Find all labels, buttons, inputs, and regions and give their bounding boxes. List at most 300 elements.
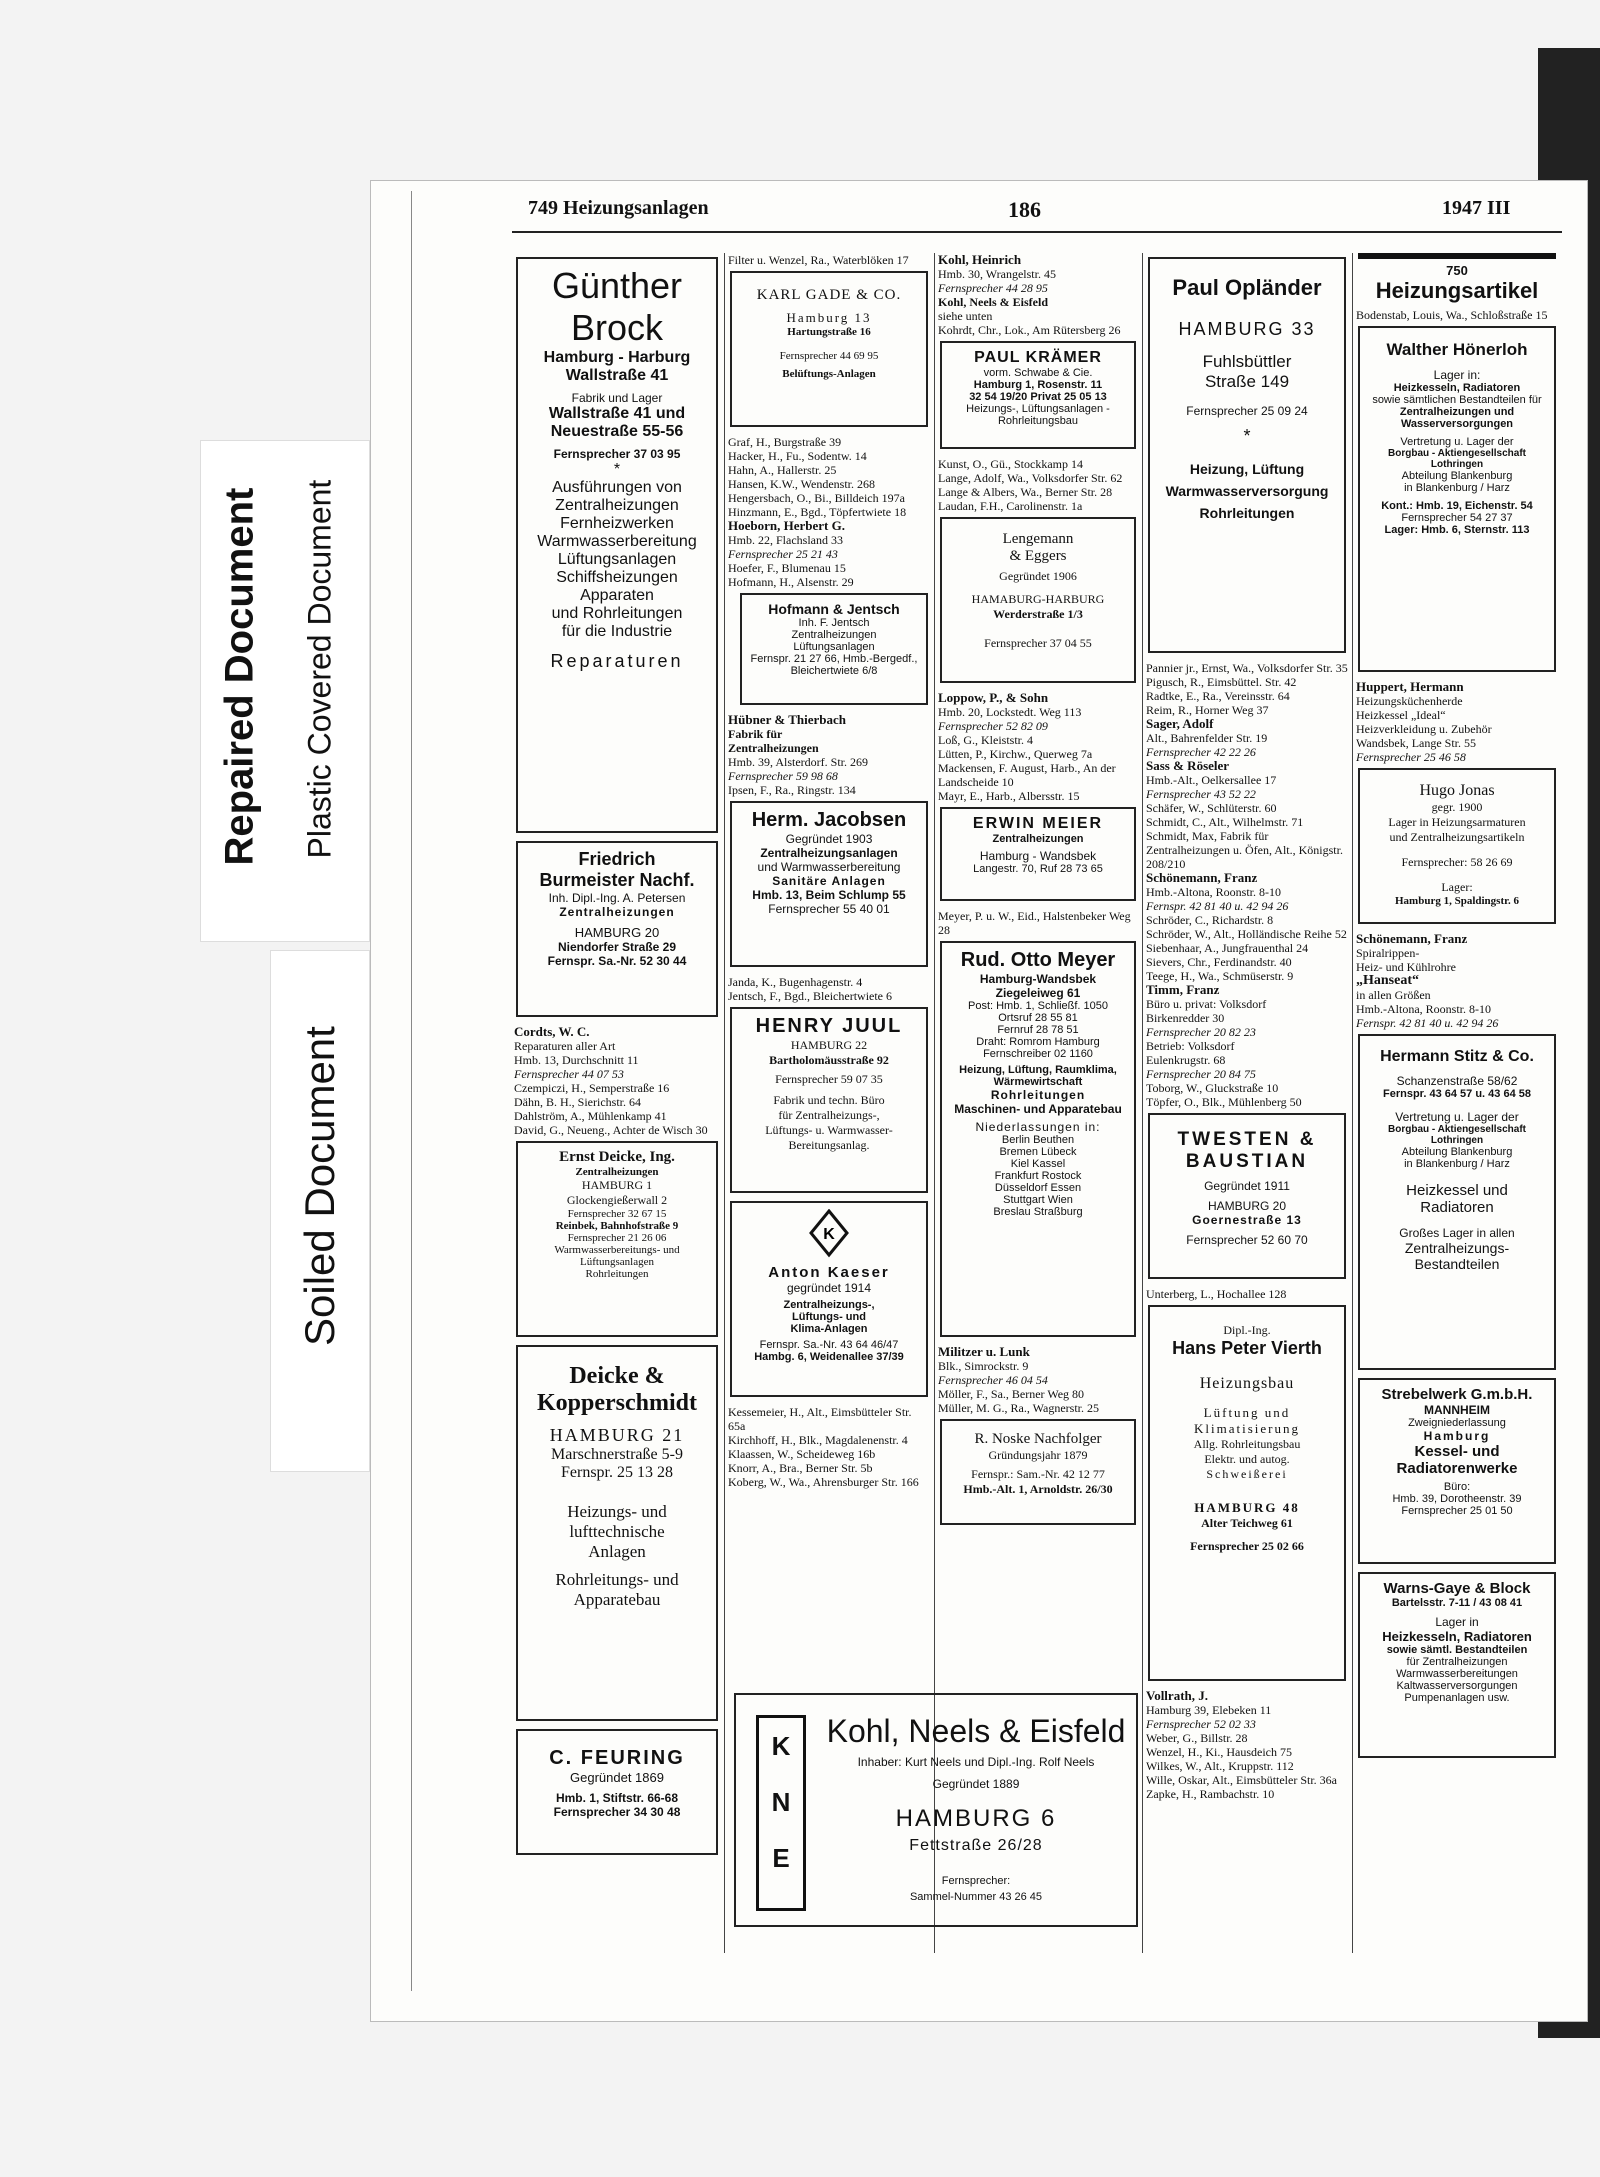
entry-text: David, G., Neueng., Achter de Wisch 30 (514, 1123, 708, 1137)
ad-text: Goernestraße 13 (1192, 1213, 1302, 1227)
entry-militzer (936, 1345, 1140, 1415)
ad-text: Bartholomäusstraße 92 (769, 1053, 889, 1067)
entry-text: Fernsprecher 44 07 53 (514, 1067, 624, 1081)
ad-text: HAMBURG 33 (1178, 319, 1316, 339)
ad-text: Gegründet 1906 (999, 569, 1077, 583)
entry-text: Zentralheizungen (728, 741, 819, 755)
entry-text: Büro u. privat: Volksdorf (1146, 997, 1267, 1011)
ad-phone: Ortsruf 28 55 81 (998, 1012, 1078, 1024)
ad-phone: Fernsprecher: 58 26 69 (1401, 855, 1513, 869)
ad-text: Zentralheizungs- (1404, 1240, 1510, 1256)
ad-text: Straße 149 (1204, 372, 1290, 391)
ad-text: Marschnerstraße 5-9 (551, 1446, 683, 1463)
ad-text: Anlagen (588, 1542, 646, 1561)
entry-text: Heizungsküchenherde (1356, 694, 1463, 708)
ad-text: Fernheizwerken (560, 515, 674, 532)
entry-text: „Hanseat“ (1356, 973, 1419, 988)
entry-text: Fernsprecher 44 28 95 (938, 281, 1048, 295)
entry-text: Czempiczi, H., Semperstraße 16 (514, 1081, 670, 1095)
entry-name: Kohl, Heinrich (938, 252, 1022, 267)
ad-name: PAUL KRÄMER (974, 349, 1102, 366)
category-number: 750 (1446, 263, 1468, 278)
entry-hoeborn (726, 519, 932, 589)
ad-text: HAMBURG 22 (790, 1038, 868, 1052)
ad-burmeister (516, 841, 718, 1017)
directory-page (370, 180, 1588, 2022)
ad-text: Hamburg-Wandsbek (979, 972, 1097, 986)
entry-kohl (936, 253, 1140, 337)
ad-phone: Fernspr.: Sam.-Nr. 42 12 77 (971, 1467, 1105, 1481)
header-rule (512, 231, 1562, 233)
entry-text: Fernspr. 42 81 40 u. 42 94 26 (1146, 899, 1289, 913)
ad-name: ERWIN MEIER (972, 815, 1104, 832)
entry-text: Hmb. 30, Wrangelstr. 45 (938, 267, 1056, 281)
ad-name: Anton Kaeser (768, 1264, 890, 1281)
ad-text: Kessel- und (1414, 1443, 1500, 1460)
ad-text: Neuestraße 55-56 (550, 423, 684, 440)
ad-name: Kopperschmidt (536, 1390, 697, 1416)
ad-text: Hamburg (1423, 1429, 1491, 1443)
entry-text: Pigusch, R., Eimsbüttel. Str. 42 (1146, 675, 1297, 689)
entry-text: Radtke, E., Ra., Vereinsstr. 64 (1146, 689, 1290, 703)
ad-text: Inhaber: Kurt Neels und Dipl.-Ing. Rolf Neels (857, 1755, 1095, 1769)
entry-text: Müller, M. G., Ra., Wagnerstr. 25 (938, 1401, 1099, 1415)
entry-text: Hmb. 13, Durchschnitt 11 (514, 1053, 639, 1067)
ad-text: Heizkesseln, Radiatoren (1393, 382, 1521, 394)
column-3 (936, 253, 1140, 1533)
entry-text: Reparaturen aller Art (514, 1039, 616, 1053)
ad-phone: Fernspr. 43 64 57 u. 43 64 58 (1383, 1088, 1531, 1100)
ad-text: Draht: Romrom Hamburg (976, 1036, 1100, 1048)
ad-brock (516, 257, 718, 833)
ad-phone: Fernsprecher 52 60 70 (1186, 1233, 1308, 1247)
ad-text: Lüftungs- u. Warmwasser-Bereitungsanlag. (765, 1123, 893, 1152)
column-rule (1352, 253, 1353, 1953)
entry-text: siehe unten (938, 309, 993, 323)
ad-text: Inh. Dipl.-Ing. A. Petersen (548, 891, 686, 905)
entry-text: Töpfer, O., Blk., Mühlenberg 50 (1146, 1095, 1302, 1109)
stamp-soiled: Soiled Document (296, 1026, 343, 1346)
ad-text: Wallstraße 41 und (548, 405, 686, 422)
entry-text: Heiz- und Kühlrohre (1356, 960, 1456, 974)
ad-text: Maschinen- und Apparatebau (954, 1102, 1122, 1116)
ad-name: Rud. Otto Meyer (960, 949, 1116, 971)
ad-text: HAMBURG 6 (895, 1805, 1057, 1832)
ad-kraemer (940, 341, 1136, 449)
ad-text: Hamburg - Harburg (543, 349, 691, 366)
ad-text: Zentralheizungen (575, 1166, 659, 1178)
entry-text: Hinzmann, E., Bgd., Töpfertwiete 18 (728, 505, 907, 519)
entry-text: Mayr, E., Harb., Albersstr. 15 (938, 789, 1080, 803)
ad-text: gegründet 1914 (786, 1281, 872, 1295)
ad-text: Dipl.-Ing. (1223, 1323, 1271, 1337)
ad-text: Zentralheizungs-, (783, 1299, 875, 1311)
ad-gade (730, 271, 928, 427)
ad-text: Gründungsjahr 1879 (988, 1448, 1088, 1462)
entry-text: Fernsprecher 46 04 54 (938, 1373, 1048, 1387)
entry-text: Alt., Bahrenfelder Str. 19 (1146, 731, 1268, 745)
ad-text: HAMBURG 20 (574, 925, 660, 940)
ad-text: Borgbau - Aktiengesellschaft (1388, 1124, 1526, 1135)
entry-name: Loppow, P., & Sohn (938, 690, 1049, 705)
ad-text: Fernsprecher: (941, 1875, 1011, 1887)
ad-text: Lager: (1441, 880, 1473, 894)
entry-text: Fernsprecher 25 46 58 (1356, 750, 1466, 764)
column-rule (724, 253, 725, 1953)
ad-text: Hamburg 1, Spaldingstr. 6 (1395, 895, 1519, 907)
ad-text: Heizkessel und (1406, 1182, 1508, 1199)
ad-text: Lothringen (1430, 1135, 1484, 1146)
entry-timm (1144, 983, 1350, 1109)
ad-noske (940, 1419, 1136, 1525)
entry-text: Jentsch, F., Bgd., Bleichertwiete 6 (728, 989, 893, 1003)
entry-text: Fernsprecher 20 82 23 (1146, 1025, 1256, 1039)
entry-text: Kunst, O., Gü., Stockkamp 14 (938, 457, 1083, 471)
ad-twesten-baustian (1148, 1113, 1346, 1279)
ad-text: Bestandteilen (1414, 1256, 1500, 1272)
ad-warns-gaye-block (1358, 1572, 1556, 1758)
ad-phone: Fernspr. 25 13 28 (561, 1464, 673, 1481)
ad-text: für die Industrie (561, 623, 673, 640)
ad-text: für Zentralheizungs-, (778, 1108, 880, 1122)
entry-text: Knorr, A., Bra., Berner Str. 5b (728, 1461, 873, 1475)
ad-text: Reparaturen (550, 651, 684, 671)
ad-name: & Eggers (1009, 548, 1067, 564)
ad-phone: Sammel-Nummer 43 26 45 (909, 1891, 1043, 1903)
ad-text: Rohrleitungen (1199, 505, 1295, 521)
entry-text: Loß, G., Kleiststr. 4 (938, 733, 1033, 747)
ad-text: Niederlassungen in: (975, 1120, 1101, 1134)
ad-name: Walther Hönerloh (1386, 340, 1528, 359)
ad-phone: Fernsprecher 25 02 66 (1190, 1539, 1304, 1553)
page-header-right: 1947 III (1442, 197, 1511, 219)
entry-janda (726, 975, 932, 1003)
entry-name: Sass & Röseler (1146, 758, 1230, 773)
ad-text: Wasserversorgungen (1400, 418, 1514, 430)
ad-text: und Warmwasserbereitung (757, 860, 901, 874)
entry-text: Hengersbach, O., Bi., Billdeich 197a (728, 491, 905, 505)
ad-name: Kohl, Neels & Eisfeld (826, 1713, 1126, 1749)
ad-juul (730, 1007, 928, 1193)
entry-text: Fernsprecher 52 02 33 (1146, 1717, 1256, 1731)
ad-text: Kont.: Hmb. 19, Eichenstr. 54 (1381, 500, 1533, 512)
ad-text: Belüftungs-Anlagen (782, 368, 876, 380)
entry-text: Fernsprecher 25 21 43 (728, 547, 838, 561)
entry-vollrath (1144, 1689, 1350, 1801)
ad-text: Zentralheizungen (559, 905, 675, 919)
entry-text: Schmidt, Max, Fabrik für Zentralheizungen u. Öfen, Alt., Königstr. 208/210 (1146, 829, 1343, 871)
entry-loppow (936, 691, 1140, 803)
ad-text: Zweigniederlassung (1408, 1417, 1506, 1429)
ad-name: C. FEURING (549, 1747, 685, 1769)
ad-name: Brock (570, 307, 664, 348)
ad-kohl-neels-eisfeld (734, 1693, 1138, 1927)
ad-text: und Zentralheizungsartikeln (1389, 830, 1525, 844)
entry-list-kl (936, 457, 1140, 513)
ad-feuring (516, 1729, 718, 1855)
ad-text: in Blankenburg / Harz (1404, 1158, 1510, 1170)
entry-text: Hacker, H., Fu., Sodentw. 14 (728, 449, 867, 463)
ad-name: HENRY JUUL (755, 1015, 903, 1037)
entry-text: Betrieb: Volksdorf (1146, 1039, 1235, 1053)
ad-kopperschmidt (516, 1345, 718, 1721)
entry-name: Timm, Franz (1146, 982, 1220, 997)
ad-text: Fabrik und Lager (571, 391, 663, 405)
ad-text: Zentralheizungen (791, 629, 877, 641)
entry-name: Cordts, W. C. (514, 1024, 590, 1039)
ad-text: Schiffsheizungen (556, 569, 678, 586)
entry-text: Wenzel, H., Ki., Hausdeich 75 (1146, 1745, 1292, 1759)
entry-text: Dahlström, A., Mühlenkamp 41 (514, 1109, 667, 1123)
entry-text: Unterberg, L., Hochallee 128 (1146, 1287, 1287, 1301)
ad-name: Herm. Jacobsen (751, 809, 907, 831)
ad-name: KARL GADE & CO. (756, 287, 902, 303)
ad-text: Rohrleitungen (585, 1268, 649, 1280)
entry-name: Hübner & Thierbach (728, 712, 846, 727)
ad-text: Schanzenstraße 58/62 (1396, 1074, 1518, 1088)
ad-text: Hmb. 1, Stiftstr. 66-68 (555, 1791, 679, 1805)
entry-text: Hoefer, F., Blumenau 15 (728, 561, 846, 575)
kne-logo-letters: K N E (771, 1731, 791, 1873)
ad-text: Inh. F. Jentsch (798, 617, 870, 629)
entry-text: Bodenstab, Louis, Wa., Schloßstraße 15 (1356, 308, 1548, 322)
entry-text: Kessemeier, H., Alt., Eimsbütteler Str. 65a (728, 1405, 912, 1433)
ad-text: Glockengießerwall 2 (566, 1193, 668, 1207)
ad-text: Ausführungen von (552, 479, 682, 496)
entry-text: Lange, Adolf, Wa., Volksdorfer Str. 62 (938, 471, 1123, 485)
ad-text: Warmwasserversorgung (1165, 483, 1329, 499)
entry-text: Möller, F., Sa., Berner Weg 80 (938, 1387, 1085, 1401)
ad-text: sowie sämtlichen Bestandteilen für (1372, 394, 1542, 406)
ad-text: Gegründet 1911 (1204, 1179, 1290, 1193)
ad-text: Zentralheizungen (992, 833, 1084, 845)
entry-text: Fernsprecher 43 52 22 (1146, 787, 1256, 801)
entry-text: Blk., Simrockstr. 9 (938, 1359, 1029, 1373)
ad-text: * (1243, 426, 1251, 446)
entry-text: Hmb. 20, Lockstedt. Weg 113 (938, 705, 1082, 719)
ad-text: Warmwasserbereitungs- und Lüftungsanlagen (554, 1244, 680, 1268)
ad-phone: Fernsprecher 25 09 24 (1186, 404, 1308, 418)
entry-text: Hmb.-Altona, Roonstr. 8-10 (1356, 1002, 1491, 1016)
ad-name: Ernst Deicke, Ing. (559, 1149, 675, 1165)
ad-name: Lengemann (1002, 531, 1074, 547)
entry-sager (1144, 717, 1350, 759)
ad-text: Vertretung u. Lager der (1395, 1110, 1519, 1124)
column-rule (1142, 253, 1143, 1953)
entry-text: Spiralrippen- (1356, 946, 1420, 960)
entry-name: Schönemann, Franz (1356, 931, 1468, 946)
ad-phone: Fernsprecher 59 07 35 (775, 1072, 883, 1086)
ad-phone: Fernsprecher 37 04 55 (984, 636, 1092, 650)
ad-text: Heizung, Lüftung, Raumklima, Wärmewirtschaft (959, 1064, 1117, 1088)
ad-text: * (613, 461, 621, 478)
ad-phone: Fernruf 28 78 51 (997, 1024, 1079, 1036)
entry-text: Fernsprecher 52 82 09 (938, 719, 1048, 733)
ad-text: HAMABURG-HARBURG (971, 592, 1105, 606)
ad-name: Burmeister Nachf. (539, 870, 695, 890)
ad-vierth (1148, 1305, 1346, 1681)
ad-text: Heizungs-, Lüftungsanlagen - Rohrleitungsbau (966, 403, 1110, 427)
ad-text: Radiatoren (1420, 1199, 1494, 1216)
ad-text: Warmwasserbereitungen (1396, 1668, 1518, 1680)
ad-hugo-jonas (1358, 768, 1556, 924)
column-2 (726, 253, 932, 1489)
entry-huebner (726, 713, 932, 797)
entry-text: Eulenkrugstr. 68 (1146, 1053, 1226, 1067)
ad-name: Paul Opländer (1172, 275, 1322, 300)
entry-cordts (512, 1025, 722, 1137)
ad-phone: Fernspr. Sa.-Nr. 52 30 44 (547, 954, 687, 968)
ad-hoenerloh (1358, 326, 1556, 672)
ad-phone: Fernsprecher 44 69 95 (779, 350, 879, 362)
entry-text: Pannier jr., Ernst, Wa., Volksdorfer Str. 35 (1146, 661, 1348, 675)
ad-text: Gegründet 1903 (785, 832, 873, 846)
ad-text: gegr. 1900 (1431, 800, 1483, 814)
ad-text: Frankfurt Rostock (994, 1170, 1082, 1182)
ad-text: Klimatisierung (1194, 1421, 1300, 1436)
ad-text: Lager in: (1433, 368, 1481, 382)
ad-name: Hofmann & Jentsch (768, 601, 900, 617)
ad-text: Pumpenanlagen usw. (1404, 1692, 1510, 1704)
ad-text: Großes Lager in allen (1399, 1226, 1515, 1240)
entry-text: Wille, Oskar, Alt., Eimsbütteler Str. 36a (1146, 1773, 1338, 1787)
ad-text: Alter Teichweg 61 (1201, 1516, 1293, 1530)
ad-text: sowie sämtl. Bestandteilen (1386, 1644, 1528, 1656)
ad-name: Deicke & (569, 1363, 665, 1389)
entry-text: Kirchhoff, H., Blk., Magdalenenstr. 4 (728, 1433, 908, 1447)
ad-text: Lothringen (1430, 459, 1484, 470)
ad-text: Warmwasserbereitung (537, 533, 697, 550)
ad-text: Breslau Straßburg (993, 1206, 1083, 1218)
ad-text: Ziegeleiweg 61 (995, 986, 1081, 1000)
ad-text: Bremen Lübeck (999, 1146, 1077, 1158)
entry-text: Schröder, W., Alt., Holländische Reihe 52 (1146, 927, 1347, 941)
ad-text: Apparaten (580, 587, 654, 604)
ad-text: Klima-Anlagen (790, 1323, 868, 1335)
ad-phone: Fernsprecher 34 30 48 (553, 1805, 681, 1819)
ad-phone: 32 54 19/20 Privat 25 05 13 (969, 391, 1107, 403)
entry-text: Teege, H., Wa., Schmüserstr. 9 (1146, 969, 1294, 983)
column-4 (1144, 253, 1350, 1801)
entry-text: Hansen, K.W., Wendenstr. 268 (728, 477, 876, 491)
ad-text: Zentralheizungen (555, 497, 679, 514)
ad-text: Lager in (1435, 1615, 1479, 1629)
stamp-repaired: Repaired Document (217, 487, 262, 866)
ad-text: Lüftungs- und (792, 1311, 866, 1323)
ad-name: Günther (551, 265, 683, 306)
entry-text: Klaassen, W., Scheideweg 16b (728, 1447, 876, 1461)
ad-phone: Fernsprecher 54 27 37 (1401, 512, 1513, 524)
ad-text: Hartungstraße 16 (787, 326, 871, 338)
ad-name: Hugo Jonas (1419, 782, 1495, 799)
ad-name: Hans Peter Vierth (1172, 1338, 1322, 1358)
ad-text: Borgbau - Aktiengesellschaft (1388, 448, 1526, 459)
ad-phone: Fernsprecher 55 40 01 (768, 902, 890, 916)
ad-hofmann-jentsch (740, 593, 928, 705)
ad-text: Lager in Heizungsarmaturen (1388, 815, 1526, 829)
entry-name: Sager, Adolf (1146, 716, 1214, 731)
entry-text: Weber, G., Billstr. 28 (1146, 1731, 1248, 1745)
ad-text: Niendorfer Straße 29 (557, 940, 677, 954)
ad-phone: Fernsprecher 37 03 95 (553, 447, 681, 461)
entry-text: Hahn, A., Hallerstr. 25 (728, 463, 837, 477)
entry-text: Janda, K., Bugenhagenstr. 4 (728, 975, 863, 989)
ad-text: Radiatorenwerke (1396, 1460, 1518, 1477)
entry-text: Schmidt, C., Alt., Wilhelmstr. 71 (1146, 815, 1304, 829)
entry-text: Fernspr. 42 81 40 u. 42 94 26 (1356, 1016, 1499, 1030)
entry-name: Vollrath, J. (1146, 1688, 1208, 1703)
entry-text: Reim, R., Horner Weg 37 (1146, 703, 1269, 717)
entry-text: Schäfer, W., Schlüterstr. 60 (1146, 801, 1277, 815)
ad-phone: Fernspr. 21 27 66, Hmb.-Bergedf., Bleichertwiete 6/8 (750, 653, 918, 677)
entry-text: Kohl, Neels & Eisfeld (938, 295, 1048, 309)
entry-text: Lange & Albers, Wa., Berner Str. 28 (938, 485, 1113, 499)
ad-text: Fabrik und techn. Büro (773, 1093, 885, 1107)
ad-phone: Bartelsstr. 7-11 / 43 08 41 (1391, 1597, 1523, 1609)
entry-schoenemann (1144, 871, 1350, 983)
entry-text: Fernsprecher 42 22 26 (1146, 745, 1256, 759)
entry-text: Mackensen, F. August, Harb., An der Landscheide 10 (938, 761, 1116, 789)
column-5 (1354, 253, 1560, 1766)
entry-name: Schönemann, Franz (1146, 870, 1258, 885)
ad-text: Lüftungsanlagen (557, 551, 677, 568)
entry-list-k (726, 1405, 932, 1489)
ad-text: Abteilung Blankenburg (1401, 470, 1513, 482)
ad-name: TWESTEN & (1177, 1129, 1317, 1150)
entry-sass (1144, 759, 1350, 871)
ad-name: Strebelwerk G.m.b.H. (1381, 1386, 1533, 1403)
ad-text: Heizung, Lüftung (1189, 461, 1305, 477)
entry-text: Sievers, Chr., Ferdinandstr. 40 (1146, 955, 1292, 969)
entry-text: Lütten, P., Kirchw., Querweg 7a (938, 747, 1093, 761)
ad-text: Heizungs- und (567, 1502, 667, 1521)
ad-text: Lüftungsanlagen (793, 641, 875, 653)
ad-text: Reinbek, Bahnhofstraße 9 (555, 1220, 679, 1232)
ad-lengemann (940, 517, 1136, 683)
ad-text: Fettstraße 26/28 (909, 1837, 1043, 1854)
ad-text: Hamburg 13 (786, 310, 872, 325)
page-number: 186 (1008, 197, 1041, 222)
column-1 (512, 253, 722, 1863)
entry-text: Kohrdt, Chr., Lok., Am Rütersberg 26 (938, 323, 1121, 337)
ad-text: Werderstraße 1/3 (993, 607, 1083, 621)
ad-text: Stuttgart Wien (1003, 1194, 1073, 1206)
ad-text: Kaltwasserversorgungen (1396, 1680, 1518, 1692)
ad-phone: Fernspr. Sa.-Nr. 43 64 46/47 (759, 1339, 899, 1351)
ad-name: BAUSTIAN (1185, 1151, 1309, 1172)
entry-text: Schröder, C., Richardstr. 8 (1146, 913, 1274, 927)
ad-text: Sanitäre Anlagen (772, 874, 886, 888)
entry-text: Siebenhaar, A., Jungfrauenthal 24 (1146, 941, 1309, 955)
entry-text: Hmb. 39, Alsterdorf. Str. 269 (728, 755, 868, 769)
ad-text: Fuhlsbüttler (1202, 352, 1292, 371)
ad-erwin-meier (940, 807, 1136, 901)
ad-phone: Fernsprecher 21 26 06 (567, 1232, 667, 1244)
ad-text: Kiel Kassel (1010, 1158, 1066, 1170)
kne-logo-icon (756, 1715, 806, 1911)
ad-text: Lager: Hmb. 6, Sternstr. 113 (1384, 524, 1530, 536)
ad-text: Gegründet 1869 (570, 1770, 664, 1785)
ad-phone: Langestr. 70, Ruf 28 73 65 (973, 863, 1103, 875)
ad-kaeser (730, 1201, 928, 1397)
ad-text: Hambg. 6, Weidenallee 37/39 (754, 1351, 904, 1363)
ad-text: Hmb. 39, Dorotheenstr. 39 (1392, 1493, 1522, 1505)
entry-text: Laudan, F.H., Carolinenstr. 1a (938, 499, 1083, 513)
ad-text: Heizkesseln, Radiatoren (1382, 1629, 1532, 1644)
category-title: Heizungsartikel (1375, 278, 1539, 303)
entry-text: in allen Größen (1356, 988, 1431, 1002)
ad-oplaender (1148, 257, 1346, 653)
